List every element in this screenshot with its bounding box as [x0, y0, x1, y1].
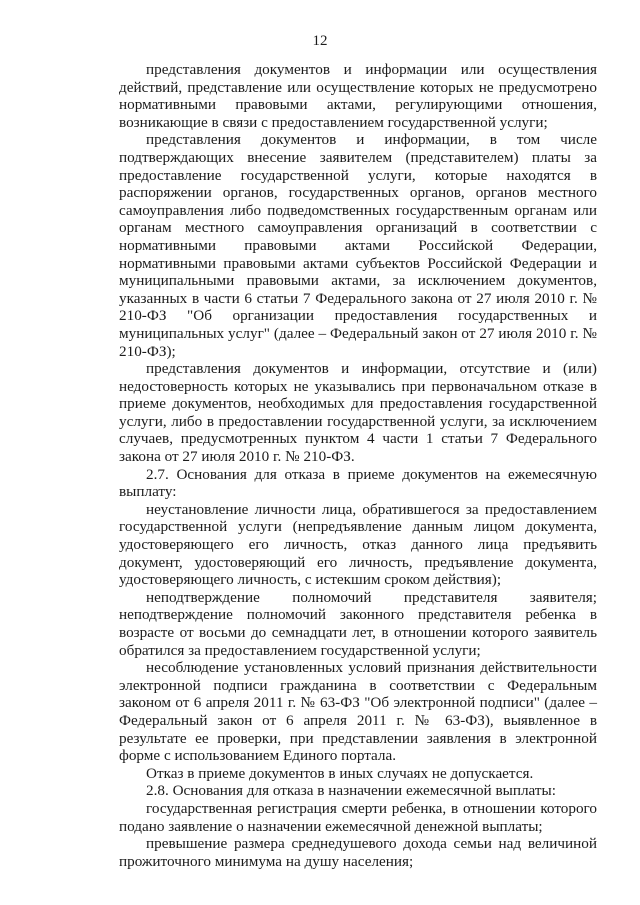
paragraph-identity-not-established: неустановление личности лица, обратившегося за предоставлением государственной услуги (непредъявление данным лицом документа, удостоверяющего его личность, отказ данного лица предъявить документ, удостоверяющий его личность, предъявление документа, удостоверяющего личность, с истекшим сроком действия);: [119, 500, 597, 589]
paragraph-missing-documents: представления документов и информации, отсутствие и (или) недостоверность которых не указывались при первоначальном отказе в приеме документов, необходимых для предоставления государственной услуги, либо в предоставлении государственной услуги, за исключением случаев, предусмотренных пунктом 4 части 1 статьи 7 Федерального закона от 27 июля 2010 г. № 210-ФЗ.: [119, 360, 597, 466]
document-body: [119, 61, 597, 870]
paragraph-authority-not-confirmed: неподтверждение полномочий представителя заявителя; неподтверждение полномочий законного представителя ребенка в возрасте от восьми до семнадцати лет, в отношении которого заявитель обратился за предоставлением государственной услуги;: [119, 588, 597, 659]
paragraph-income-exceeds: превышение размера среднедушевого дохода семьи над величиной прожиточного минимума на душу населения;: [119, 835, 597, 870]
page-number: 12: [312, 33, 328, 49]
paragraph-excess-documents: представления документов и информации или осуществления действий, представление или осуществление которых не предусмотрено нормативными правовыми актами, регулирующими отношения, возникающие в связи с предоставлением государственной услуги;: [119, 61, 597, 131]
paragraph-documents-in-possession: представления документов и информации, в том числе подтверждающих внесение заявителем (представителем) платы за предоставление государственной услуги, которые находятся в распоряжении органов, государственных органов, органов местного самоуправления либо подведомственных государственным органам или органам местного самоуправления организаций в соответствии с нормативными правовыми актами Российской Федерации, нормативными правовыми актами субъектов Российской Федерации и муниципальными правовыми актами, за исключением документов, указанных в части 6 статьи 7 Федерального закона от 27 июля 2010 г. № 210-ФЗ "Об организации предоставления государственных и муниципальных услуг" (далее – Федеральный закон от 27 июля 2010 г. № 210-ФЗ);: [119, 131, 597, 360]
paragraph-no-other-refusal: Отказ в приеме документов в иных случаях не допускается.: [146, 764, 534, 782]
paragraph-electronic-signature: несоблюдение установленных условий признания действительности электронной подписи гражданина в соответствии с Федеральным законом от 6 апреля 2011 г. № 63-ФЗ "Об электронной подписи" (далее – Федеральный закон от 6 апреля 2011 г. № 63-ФЗ), выявленное в результате ее проверки, при представлении заявления в электронной форме с использованием Единого портала.: [119, 659, 597, 765]
paragraph-child-death: государственная регистрация смерти ребенка, в отношении которого подано заявление о назначении ежемесячной денежной выплаты;: [119, 799, 597, 835]
section-2-8-heading: 2.8. Основания для отказа в назначении ежемесячной выплаты:: [146, 782, 556, 800]
section-2-7-heading: 2.7. Основания для отказа в приеме документов на ежемесячную выплату:: [119, 465, 597, 501]
